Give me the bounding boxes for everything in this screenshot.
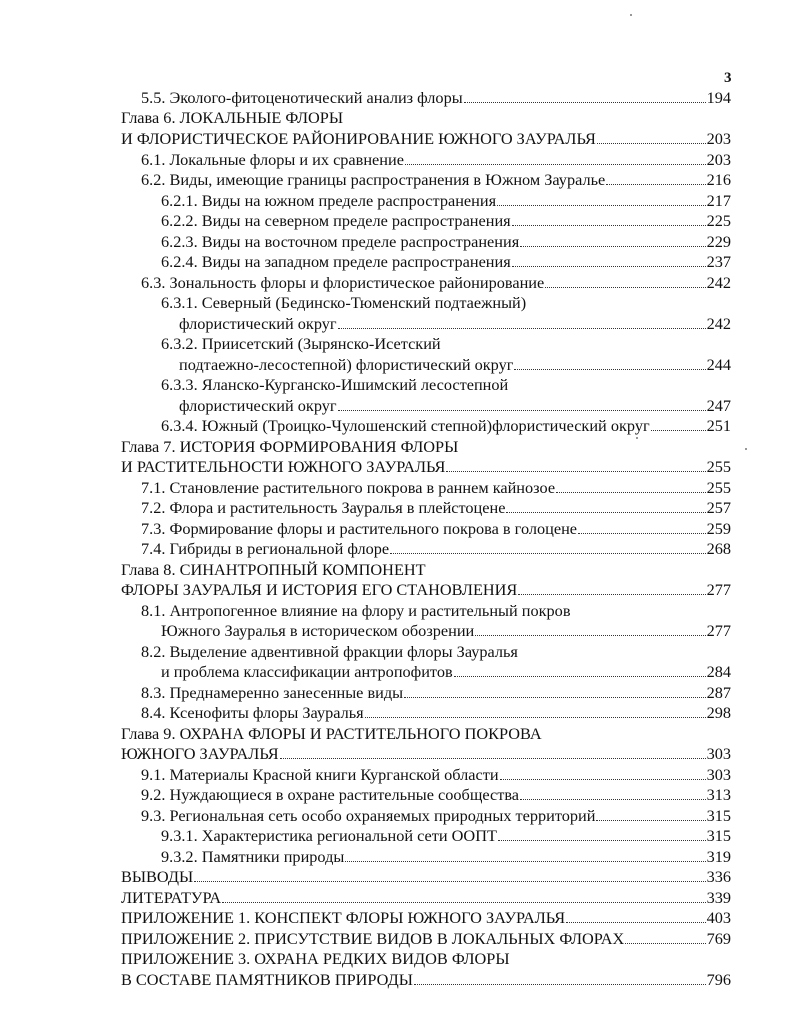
toc-entry xyxy=(121,968,731,989)
dot-leader xyxy=(520,246,705,247)
toc-entry-page: 242 xyxy=(706,273,731,292)
toc-entry-page: 319 xyxy=(706,847,731,866)
toc-entry-page: 237 xyxy=(706,252,731,271)
toc-entry-page: 336 xyxy=(706,867,731,886)
toc-entry xyxy=(179,353,731,374)
toc-entry xyxy=(161,250,731,271)
toc-entry xyxy=(161,373,508,394)
toc-entry xyxy=(161,189,731,210)
toc-entry xyxy=(121,947,510,968)
toc-entry xyxy=(179,394,731,415)
dot-leader xyxy=(475,635,705,636)
toc-entry xyxy=(121,558,426,579)
toc-entry xyxy=(121,906,731,927)
toc-entry xyxy=(121,927,731,948)
toc-entry xyxy=(141,476,731,497)
toc-entry-page: 313 xyxy=(706,785,731,804)
toc-entry-title: И РАСТИТЕЛЬНОСТИ ЮЖНОГО ЗАУРАЛЬЯ xyxy=(121,457,446,476)
toc-entry-title: ФЛОРЫ ЗАУРАЛЬЯ И ИСТОРИЯ ЕГО СТАНОВЛЕНИЯ xyxy=(121,580,518,599)
toc-entry-page: 194 xyxy=(706,88,731,107)
dot-leader xyxy=(578,533,706,534)
toc-entry-title: 8.3. Преднамеренно занесенные виды xyxy=(141,683,404,702)
toc-entry-page: 339 xyxy=(706,888,731,907)
toc-entry-title: 6.3.3. Яланско-Курганско-Ишимский лесостепной xyxy=(161,375,509,394)
toc-entry-page: 769 xyxy=(706,929,731,948)
dot-leader xyxy=(222,902,705,903)
dot-leader xyxy=(506,512,705,513)
toc-entry xyxy=(141,681,731,702)
toc-entry-title: 8.1. Антропогенное влияние на флору и растительный покров xyxy=(141,601,571,620)
toc-entry xyxy=(141,783,731,804)
toc-entry-title: ПРИЛОЖЕНИЕ 1. КОНСПЕКТ ФЛОРЫ ЮЖНОГО ЗАУРАЛЬЯ xyxy=(121,908,566,927)
toc-entry-title: Южного Зауралья в историческом обозрении xyxy=(161,621,475,640)
scan-speck xyxy=(636,437,638,439)
toc-entry-title: 5.5. Эколого-фитоценотический анализ флоры xyxy=(141,88,463,107)
toc-entry-page: 287 xyxy=(706,683,731,702)
toc-entry-title: 7.4. Гибриды в региональной флоре xyxy=(141,539,390,558)
toc-entry-page: 216 xyxy=(706,170,731,189)
toc-entry xyxy=(161,209,731,230)
toc-entry-title: ЮЖНОГО ЗАУРАЛЬЯ xyxy=(121,744,279,763)
toc-entry-title: 9.3.1. Характеристика региональной сети ООПТ xyxy=(161,826,497,845)
toc-entry-page: 315 xyxy=(706,806,731,825)
toc-entry xyxy=(141,517,731,538)
dot-leader xyxy=(194,881,705,882)
toc-entry-title: 6.3.1. Северный (Бединско-Тюменский подтаежный) xyxy=(161,293,527,312)
toc-entry-title: ПРИЛОЖЕНИЕ 3. ОХРАНА РЕДКИХ ВИДОВ ФЛОРЫ xyxy=(121,949,510,968)
toc-entry-title: Глава 8. СИНАНТРОПНЫЙ КОМПОНЕНТ xyxy=(121,560,426,579)
toc-entry-page: 229 xyxy=(706,232,731,251)
toc-entry xyxy=(161,291,526,312)
toc-entry-page: 303 xyxy=(706,744,731,763)
dot-leader xyxy=(500,779,706,780)
toc-entry xyxy=(141,599,571,620)
toc-entry xyxy=(121,742,731,763)
toc-entry xyxy=(161,230,731,251)
dot-leader xyxy=(414,984,706,985)
toc-entry-page: 247 xyxy=(706,396,731,415)
toc-entry-title: 8.2. Выделение адвентивной фракции флоры Зауралья xyxy=(141,642,518,661)
toc-entry-title: Глава 6. ЛОКАЛЬНЫЕ ФЛОРЫ xyxy=(121,108,344,127)
toc-entry xyxy=(141,640,518,661)
toc-entry-title: 7.1. Становление растительного покрова в раннем кайнозое xyxy=(141,478,556,497)
toc-entry xyxy=(179,312,731,333)
toc-entry-title: и проблема классификации антропофитов xyxy=(161,662,453,681)
toc-entry xyxy=(141,804,731,825)
dot-leader xyxy=(464,102,706,103)
toc-entry-title: 6.3.4. Южный (Троицко-Чулошенский степной)флористический округ xyxy=(161,416,650,435)
toc-entry-title: 6.3. Зональность флоры и флористическое районирование xyxy=(141,273,545,292)
toc-entry-page: 796 xyxy=(706,970,731,989)
dot-leader xyxy=(651,430,706,431)
toc-entry xyxy=(161,619,731,640)
dot-leader xyxy=(596,820,705,821)
toc-entry-title: ЛИТЕРАТУРА xyxy=(121,888,222,907)
dot-leader xyxy=(365,717,706,718)
toc-entry-page: 217 xyxy=(706,191,731,210)
toc-entry xyxy=(141,701,731,722)
dot-leader xyxy=(280,758,706,759)
toc-entry-page: 203 xyxy=(706,150,731,169)
toc-entry-title: 6.3.2. Приисетский (Зырянско-Исетский xyxy=(161,334,441,353)
toc-entry-page: 203 xyxy=(706,129,731,148)
toc-entry-title: 6.2.2. Виды на северном пределе распространения xyxy=(161,211,511,230)
dot-leader xyxy=(625,943,705,944)
toc-entry xyxy=(141,168,731,189)
scan-speck xyxy=(745,448,747,450)
toc-entry-title: ВЫВОДЫ xyxy=(121,867,194,886)
toc-entry-title: Глава 7. ИСТОРИЯ ФОРМИРОВАНИЯ ФЛОРЫ xyxy=(121,437,459,456)
dot-leader xyxy=(390,553,705,554)
toc-entry-title: флористический округ xyxy=(179,396,337,415)
dot-leader xyxy=(498,840,706,841)
toc-entry-title: 8.4. Ксенофиты флоры Зауралья xyxy=(141,703,364,722)
toc-entry-page: 251 xyxy=(706,416,731,435)
dot-leader xyxy=(556,492,706,493)
toc-entry-page: 257 xyxy=(706,498,731,517)
toc-entry-title: В СОСТАВЕ ПАМЯТНИКОВ ПРИРОДЫ xyxy=(121,970,413,989)
toc-entry-title: 7.2. Флора и растительность Зауралья в плейстоцене xyxy=(141,498,506,517)
dot-leader xyxy=(497,205,706,206)
toc-entry-title: подтаежно-лесостепной) флористический округ xyxy=(179,355,514,374)
dot-leader xyxy=(520,799,706,800)
toc-entry-title: 9.3.2. Памятники природы xyxy=(161,847,345,866)
toc-entry-title: 6.2.1. Виды на южном пределе распространения xyxy=(161,191,497,210)
dot-leader xyxy=(345,861,705,862)
dot-leader xyxy=(518,594,705,595)
dot-leader xyxy=(338,328,706,329)
dot-leader xyxy=(606,184,705,185)
toc-entry xyxy=(121,886,731,907)
toc-entry-page: 242 xyxy=(706,314,731,333)
toc-entry-page: 268 xyxy=(706,539,731,558)
toc-entry-page: 259 xyxy=(706,519,731,538)
toc-entry-page: 315 xyxy=(706,826,731,845)
toc-entry-title: 6.2.4. Виды на западном пределе распространения xyxy=(161,252,511,271)
dot-leader xyxy=(454,676,706,677)
toc-entry xyxy=(121,455,731,476)
dot-leader xyxy=(512,266,706,267)
toc-entry xyxy=(141,148,731,169)
toc-entry-page: 403 xyxy=(706,908,731,927)
toc-entry xyxy=(161,660,731,681)
toc-entry xyxy=(141,271,731,292)
toc-entry xyxy=(141,537,731,558)
toc-entry xyxy=(121,722,542,743)
toc-entry-title: 6.2.3. Виды на восточном пределе распространения xyxy=(161,232,520,251)
toc-entry-title: И ФЛОРИСТИЧЕСКОЕ РАЙОНИРОВАНИЕ ЮЖНОГО ЗАУРАЛЬЯ xyxy=(121,129,596,148)
toc-entry xyxy=(141,496,731,517)
toc-entry xyxy=(121,865,731,886)
dot-leader xyxy=(446,471,705,472)
toc-entry xyxy=(121,435,458,456)
toc-entry-title: Глава 9. ОХРАНА ФЛОРЫ И РАСТИТЕЛЬНОГО ПОКРОВА xyxy=(121,724,542,743)
toc-entry-title: 9.1. Материалы Красной книги Курганской области xyxy=(141,765,499,784)
dot-leader xyxy=(405,164,706,165)
toc-entry-title: 6.1. Локальные флоры и их сравнение xyxy=(141,150,404,169)
toc-entry xyxy=(161,414,731,435)
toc-entry xyxy=(141,763,731,784)
dot-leader xyxy=(566,922,705,923)
dot-leader xyxy=(512,225,706,226)
scan-speck xyxy=(630,14,632,16)
toc-entry-title: флористический округ xyxy=(179,314,337,333)
toc-entry xyxy=(121,127,731,148)
toc-entry-title: 9.2. Нуждающиеся в охране растительные сообщества xyxy=(141,785,520,804)
dot-leader xyxy=(545,287,705,288)
toc-entry-page: 277 xyxy=(706,580,731,599)
toc-entry-page: 298 xyxy=(706,703,731,722)
dot-leader xyxy=(514,369,705,370)
toc-entry-page: 284 xyxy=(706,662,731,681)
toc-entry-page: 303 xyxy=(706,765,731,784)
toc-entry-page: 244 xyxy=(706,355,731,374)
toc-entry-title: ПРИЛОЖЕНИЕ 2. ПРИСУТСТВИЕ ВИДОВ В ЛОКАЛЬНЫХ ФЛОРАХ xyxy=(121,929,625,948)
toc-entry-page: 225 xyxy=(706,211,731,230)
dot-leader xyxy=(404,697,705,698)
toc-entry-title: 6.2. Виды, имеющие границы распространения в Южном Зауралье xyxy=(141,170,606,189)
toc-entry xyxy=(141,86,731,107)
toc-entry xyxy=(161,845,731,866)
toc-entry-title: 7.3. Формирование флоры и растительного покрова в голоцене xyxy=(141,519,578,538)
dot-leader xyxy=(338,410,706,411)
toc-entry xyxy=(121,106,343,127)
toc-entry-title: 9.3. Региональная сеть особо охраняемых природных территорий xyxy=(141,806,596,825)
toc-entry-page: 255 xyxy=(706,457,731,476)
toc-entry-page: 255 xyxy=(706,478,731,497)
dot-leader xyxy=(597,143,706,144)
toc-entry xyxy=(161,332,441,353)
toc-entry xyxy=(121,578,731,599)
toc-entry-page: 277 xyxy=(706,621,731,640)
page-number: 3 xyxy=(724,70,732,86)
toc-entry xyxy=(161,824,731,845)
